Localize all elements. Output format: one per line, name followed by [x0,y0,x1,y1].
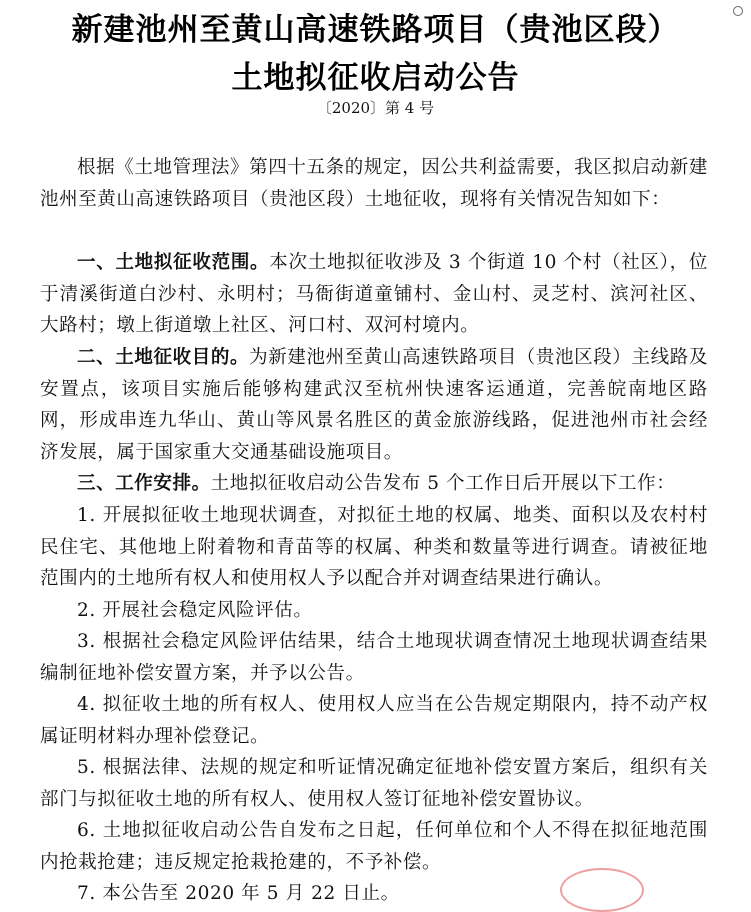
section-2-heading: 二、土地征收目的。 [77,347,250,368]
work-item-4: 4. 拟征收土地的所有权人、使用权人应当在公告规定期限内，持不动产权属证明材料办理补偿登记。 [40,694,708,747]
work-item-3: 3. 根据社会稳定风险评估结果，结合土地现状调查情况土地现状调查结果编制征地补偿安置方案，并予以公告。 [40,631,708,684]
title-line-1: 新建池州至黄山高速铁路项目（贵池区段） [71,12,680,48]
document-number: 〔2020〕第 4 号 [316,99,435,117]
section-1-text: 本次土地拟征收涉及 3 个街道 10 个村（社区），位于清溪街道白沙村、永明村；马衙街道童铺村、金山村、灵芝村、滨河社区、大路村；墩上街道墩上社区、河口村、双河村境内。 [40,252,708,336]
section-3-heading: 三、工作安排。 [77,473,211,494]
title-line-2: 土地拟征收启动公告 [231,60,520,96]
work-item-7: 7. 本公告至 2020 年 5 月 22 日止。 [77,883,400,904]
work-item-2: 2. 开展社会稳定风险评估。 [77,599,313,621]
section-1-heading: 一、土地拟征收范围。 [77,252,270,273]
section-1-paragraph [40,247,708,342]
work-item-6: 6. 土地拟征收启动公告自发布之日起，任何单位和个人不得在拟征地范围内抢栽抢建；违反规定抢栽抢建的，不予补偿。 [40,820,708,873]
section-3-text: 土地拟征收启动公告发布 5 个工作日后开展以下工作： [210,473,676,494]
section-3-paragraph [40,468,708,500]
intro-paragraph: 根据《土地管理法》第四十五条的规定，因公共利益需要，我区拟启动新建池州至黄山高速铁路项目（贵池区段）土地征收，现将有关情况告知如下： [40,157,708,210]
section-2-paragraph [40,342,708,468]
official-seal-edge [560,868,644,912]
section-2-text: 为新建池州至黄山高速铁路项目（贵池区段）主线路及安置点，该项目实施后能够构建武汉至杭州快速客运通道，完善皖南地区路网，形成串连九华山、黄山等风景名胜区的黄金旅游线路，促进池州市社会经济发展，属于国家重大交通基础设施项目。 [40,347,709,463]
work-item-5: 5. 根据法律、法规的规定和听证情况确定征地补偿安置方案后，组织有关部门与拟征收土地的所有权人、使用权人签订征地补偿安置协议。 [40,757,708,810]
work-item-1: 1. 开展拟征收土地现状调查，对拟征土地的权属、地类、面积以及农村村民住宅、其他地上附着物和青苗等的权属、种类和数量等进行调查。请被征地范围内的土地所有权人和使用权人予以配合并对调查结果进行确认。 [40,505,708,589]
work-item-list [40,500,708,910]
